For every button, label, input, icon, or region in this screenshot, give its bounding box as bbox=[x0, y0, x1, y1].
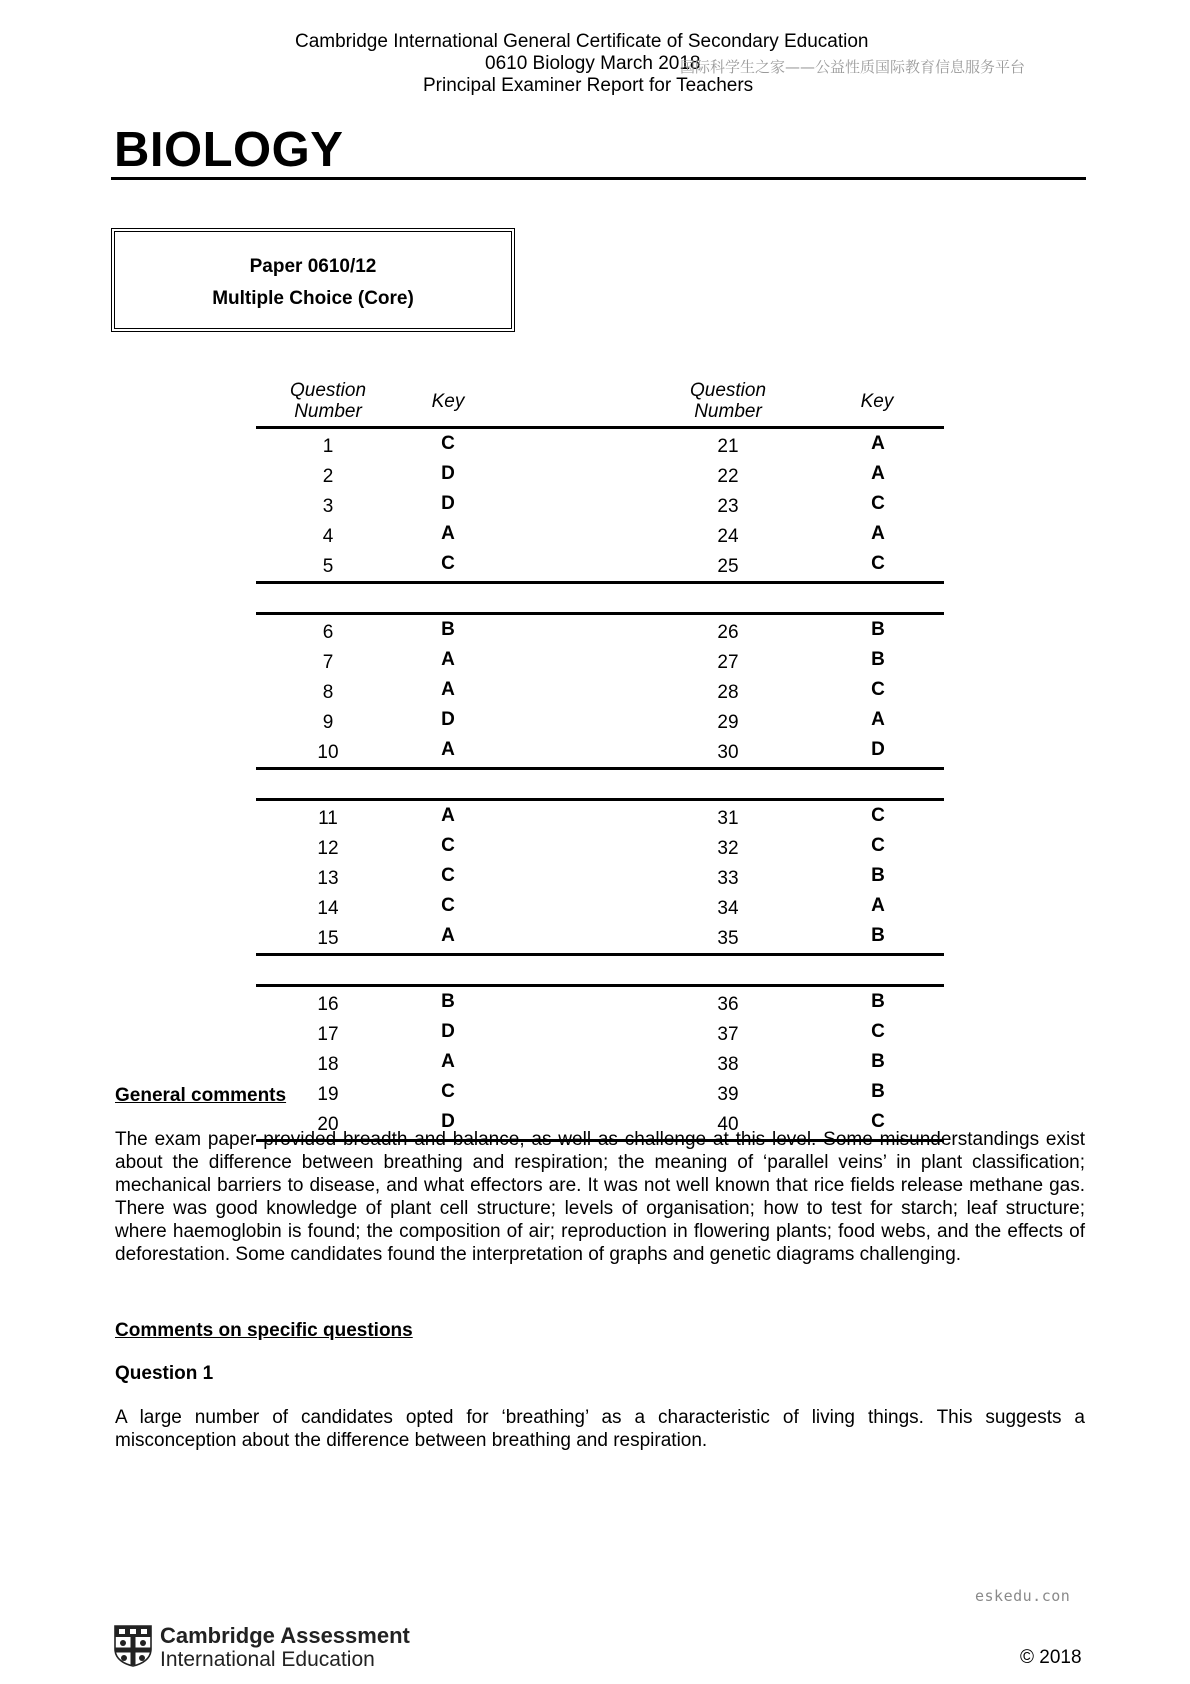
answer-key: C bbox=[871, 805, 885, 826]
table-row bbox=[256, 491, 944, 521]
header-question-label: Question bbox=[289, 380, 367, 401]
answer-key: A bbox=[441, 739, 455, 760]
table-row bbox=[256, 431, 944, 461]
answer-key-header bbox=[256, 380, 944, 426]
site-watermark: eskedu.con bbox=[975, 1587, 1071, 1605]
question-1-heading: Question 1 bbox=[115, 1363, 214, 1384]
table-row bbox=[256, 989, 944, 1019]
answer-key: C bbox=[441, 1081, 455, 1102]
specific-comments-heading: Comments on specific questions bbox=[115, 1320, 413, 1341]
table-row bbox=[256, 893, 944, 923]
question-number: 13 bbox=[317, 868, 339, 889]
answer-key: C bbox=[871, 1111, 885, 1132]
table-row bbox=[256, 1019, 944, 1049]
answer-key-body bbox=[256, 429, 944, 1142]
table-row bbox=[256, 521, 944, 551]
question-number: 37 bbox=[717, 1024, 739, 1045]
answer-key: A bbox=[871, 463, 885, 484]
answer-key: B bbox=[871, 619, 885, 640]
question-number: 8 bbox=[322, 682, 334, 703]
question-number: 40 bbox=[717, 1114, 739, 1135]
question-number: 38 bbox=[717, 1054, 739, 1075]
question-number: 24 bbox=[717, 526, 739, 547]
question-number: 26 bbox=[717, 622, 739, 643]
answer-key: A bbox=[871, 523, 885, 544]
general-comments-text: The exam paper provided breadth and balance, as well as challenge at this level. Some misunderstandings exist about the difference between breathing and respiration; the meaning of ‘parallel veins’ in plant classification; mechanical barriers to disease, and what effectors are. It was not well known that rice fields release methane gas. There was good knowledge of plant cell structure; levels of organisation; how to test for starch; leaf structure; where haemoglobin is found; the composition of air; reproduction in flowering plants; food webs, and the effects of deforestation. Some candidates found the interpretation of graphs and genetic diagrams challenging. bbox=[115, 1129, 1085, 1265]
answer-key: D bbox=[441, 1021, 455, 1042]
group-spacer bbox=[256, 584, 944, 612]
question-number: 21 bbox=[717, 436, 739, 457]
question-number: 15 bbox=[317, 928, 339, 949]
logo-text-line-1: Cambridge Assessment bbox=[160, 1623, 410, 1648]
answer-key: B bbox=[871, 1081, 885, 1102]
table-row bbox=[256, 461, 944, 491]
cambridge-shield-icon bbox=[114, 1625, 152, 1667]
question-number: 35 bbox=[717, 928, 739, 949]
question-number: 28 bbox=[717, 682, 739, 703]
answer-key: A bbox=[441, 523, 455, 544]
question-number: 18 bbox=[317, 1054, 339, 1075]
question-number: 31 bbox=[717, 808, 739, 829]
answer-key: D bbox=[441, 463, 455, 484]
title-divider bbox=[111, 177, 1086, 180]
question-number: 25 bbox=[717, 556, 739, 577]
question-number: 6 bbox=[322, 622, 334, 643]
answer-key: B bbox=[871, 649, 885, 670]
question-number: 14 bbox=[317, 898, 339, 919]
table-row bbox=[256, 617, 944, 647]
question-number: 17 bbox=[317, 1024, 339, 1045]
question-number: 27 bbox=[717, 652, 739, 673]
answer-key: B bbox=[441, 991, 455, 1012]
question-number: 30 bbox=[717, 742, 739, 763]
answer-key: C bbox=[871, 679, 885, 700]
answer-key: C bbox=[441, 433, 455, 454]
table-row bbox=[256, 707, 944, 737]
question-number: 12 bbox=[317, 838, 339, 859]
watermark-text: 国际科学生之家——公益性质国际教育信息服务平台 bbox=[680, 58, 1026, 76]
table-row bbox=[256, 803, 944, 833]
table-row bbox=[256, 863, 944, 893]
question-number: 1 bbox=[322, 436, 334, 457]
question-number: 7 bbox=[322, 652, 334, 673]
answer-key: B bbox=[871, 865, 885, 886]
answer-key: A bbox=[441, 649, 455, 670]
answer-key: B bbox=[871, 925, 885, 946]
answer-key: A bbox=[871, 895, 885, 916]
answer-key: A bbox=[871, 709, 885, 730]
answer-key: C bbox=[441, 835, 455, 856]
question-number: 16 bbox=[317, 994, 339, 1015]
general-comments-heading: General comments bbox=[115, 1085, 287, 1106]
question-number: 11 bbox=[318, 808, 338, 829]
table-row bbox=[256, 923, 944, 953]
question-1-text: A large number of candidates opted for ‘breathing’ as a characteristic of living things. This suggests a misconception about the difference between breathing and respiration. bbox=[115, 1407, 1085, 1451]
answer-key: D bbox=[441, 493, 455, 514]
answer-key: C bbox=[871, 1021, 885, 1042]
table-row bbox=[256, 833, 944, 863]
question-number: 4 bbox=[322, 526, 334, 547]
copyright-notice: © 2018 bbox=[1020, 1647, 1082, 1668]
answer-key: C bbox=[871, 835, 885, 856]
key-header-left: Key bbox=[431, 391, 465, 412]
answer-key: A bbox=[441, 805, 455, 826]
answer-key: C bbox=[441, 865, 455, 886]
question-number: 22 bbox=[717, 466, 739, 487]
answer-key: C bbox=[441, 895, 455, 916]
question-number: 39 bbox=[717, 1084, 739, 1105]
question-number: 2 bbox=[322, 466, 334, 487]
header-line-3: Principal Examiner Report for Teachers bbox=[423, 75, 754, 96]
answer-key-group bbox=[256, 801, 944, 953]
table-row bbox=[256, 1049, 944, 1079]
question-number: 20 bbox=[317, 1114, 339, 1135]
question-number: 34 bbox=[717, 898, 739, 919]
question-number: 19 bbox=[317, 1084, 339, 1105]
answer-key: A bbox=[441, 925, 455, 946]
table-row bbox=[256, 647, 944, 677]
header-number-label: Number bbox=[694, 401, 762, 422]
question-number: 3 bbox=[322, 496, 334, 517]
answer-key: D bbox=[871, 739, 885, 760]
answer-key: C bbox=[871, 493, 885, 514]
paper-type: Multiple Choice (Core) bbox=[212, 288, 414, 309]
group-spacer bbox=[256, 956, 944, 984]
table-row bbox=[256, 677, 944, 707]
table-row bbox=[256, 1079, 944, 1109]
answer-key-table bbox=[256, 380, 944, 1142]
answer-key: B bbox=[871, 1051, 885, 1072]
answer-key: C bbox=[871, 553, 885, 574]
answer-key: A bbox=[441, 1051, 455, 1072]
page-title: BIOLOGY bbox=[114, 123, 344, 177]
question-number: 33 bbox=[717, 868, 739, 889]
key-header-right: Key bbox=[860, 391, 894, 412]
answer-key-group bbox=[256, 987, 944, 1139]
answer-key: D bbox=[441, 709, 455, 730]
paper-code: Paper 0610/12 bbox=[249, 256, 377, 277]
answer-key: A bbox=[441, 679, 455, 700]
answer-key: B bbox=[871, 991, 885, 1012]
header-line-2: 0610 Biology March 2018 bbox=[485, 53, 701, 74]
header-number-label: Number bbox=[294, 401, 362, 422]
question-number: 10 bbox=[317, 742, 339, 763]
answer-key-group bbox=[256, 615, 944, 767]
question-number: 32 bbox=[717, 838, 739, 859]
logo-text-line-2: International Education bbox=[160, 1648, 375, 1671]
header-question-label: Question bbox=[689, 380, 767, 401]
group-spacer bbox=[256, 770, 944, 798]
question-number: 5 bbox=[322, 556, 334, 577]
table-row bbox=[256, 551, 944, 581]
cambridge-logo bbox=[114, 1623, 414, 1669]
question-number-header-right bbox=[686, 380, 770, 422]
table-row bbox=[256, 737, 944, 767]
answer-key: D bbox=[441, 1111, 455, 1132]
answer-key: C bbox=[441, 553, 455, 574]
header-line-1: Cambridge International General Certificate of Secondary Education bbox=[295, 31, 869, 52]
question-number-header-left bbox=[286, 380, 370, 422]
question-number: 36 bbox=[717, 994, 739, 1015]
question-number: 23 bbox=[717, 496, 739, 517]
question-number: 9 bbox=[322, 712, 334, 733]
paper-box bbox=[111, 228, 515, 332]
answer-key: B bbox=[441, 619, 455, 640]
answer-key: A bbox=[871, 433, 885, 454]
question-number: 29 bbox=[717, 712, 739, 733]
answer-key-group bbox=[256, 429, 944, 581]
